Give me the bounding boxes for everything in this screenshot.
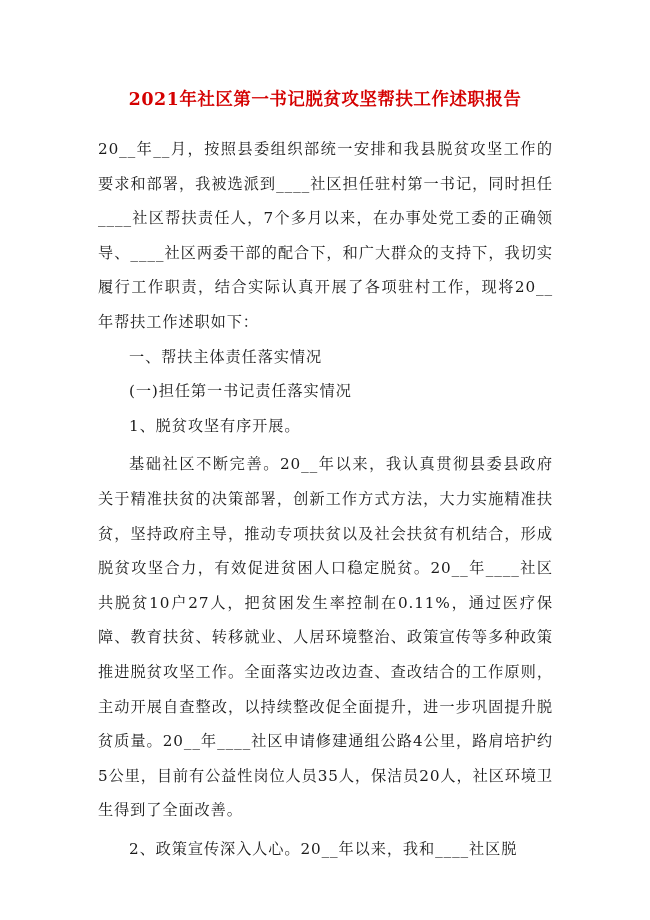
heading-item-1: 1、脱贫攻坚有序开展。	[129, 416, 301, 435]
document-body	[98, 132, 553, 866]
paragraph-policy-promotion: 2、政策宣传深入人心。20__年以来，我和____社区脱	[129, 839, 518, 858]
heading-section-1: 一、帮扶主体责任落实情况	[129, 347, 323, 366]
paragraph-infrastructure: 基础社区不断完善。20__年以来，我认真贯彻县委县政府关于精准扶贫的决策部署，创新工作方式方法，大力实施精准扶贫，坚持政府主导，推动专项扶贫以及社会扶贫有机结合，形成脱贫攻坚合力，有效促进贫困人口稳定脱贫。20__年____社区共脱贫10户27人，把贫困发生率控制在0.11%，通过医疗保障、教育扶贫、转移就业、人居环境整治、政策宣传等多种政策推进脱贫攻坚工作。全面落实边改边查、查改结合的工作原则，主动开展自查整改，以持续整改促全面提升，进一步巩固提升脱贫质量。20__年____社区申请修建通组公路4公里，路肩培护约5公里，目前有公益性岗位人员35人，保洁员20人，社区环境卫生得到了全面改善。	[98, 455, 554, 820]
document-title: 2021年社区第一书记脱贫攻坚帮扶工作述职报告	[128, 90, 522, 110]
heading-subsection-1: (一)担任第一书记责任落实情况	[129, 382, 352, 401]
paragraph-intro: 20__年__月，按照县委组织部统一安排和我县脱贫攻坚工作的要求和部署，我被选派到____社区担任驻村第一书记，同时担任____社区帮扶责任人，7个多月以来，在办事处党工委的正确领导、____社区两委干部的配合下，和广大群众的支持下，我切实履行工作职责，结合实际认真开展了各项驻村工作，现将20__年帮扶工作述职如下：	[98, 140, 553, 331]
